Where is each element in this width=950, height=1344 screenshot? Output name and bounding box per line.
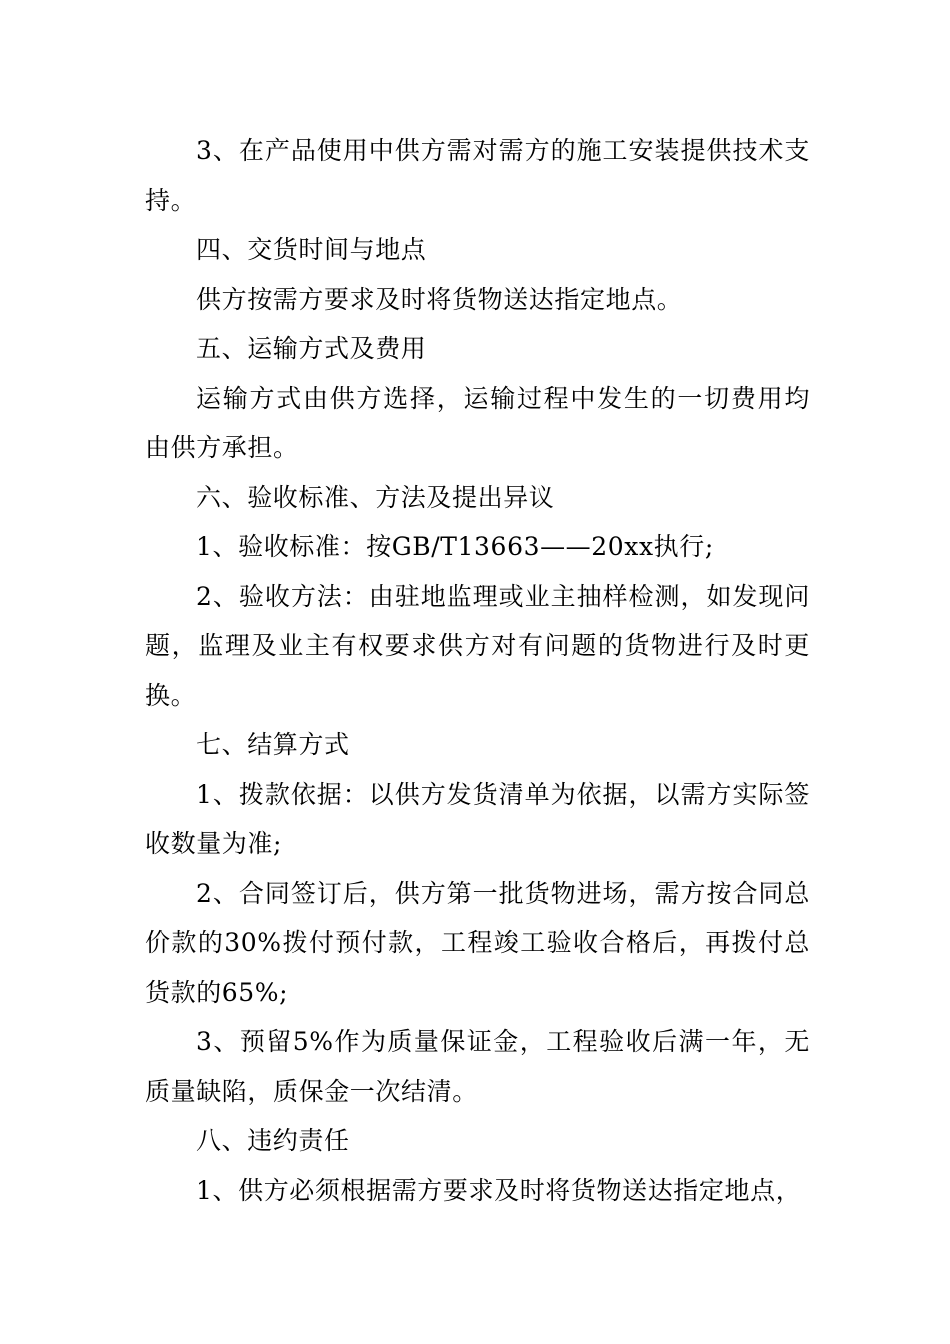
paragraph-liability-delivery: 1、供方必须根据需方要求及时将货物送达指定地点， xyxy=(196,1175,802,1205)
paragraph-acceptance-standard: 1、验收标准：按GB/T13663——20xx执行; xyxy=(196,532,714,561)
heading-transport-cost: 五、运输方式及费用 xyxy=(196,334,427,363)
heading-liability: 八、违约责任 xyxy=(196,1126,350,1155)
paragraph-retention: 3、预留5%作为质量保证金，工程验收后满一年，无质量缺陷，质保金一次结清。 xyxy=(145,1027,810,1106)
heading-acceptance: 六、验收标准、方法及提出异议 xyxy=(196,482,555,512)
paragraph-transport: 运输方式由供方选择，运输过程中发生的一切费用均由供方承担。 xyxy=(145,383,810,462)
paragraph-payment-schedule: 2、合同签订后，供方第一批货物进场，需方按合同总价款的30%拨付预付款，工程竣工验收合格后，再拨付总货款的65%; xyxy=(145,878,810,1007)
paragraph-delivery: 供方按需方要求及时将货物送达指定地点。 xyxy=(196,284,683,314)
paragraph-support-clause: 3、在产品使用中供方需对需方的施工安装提供技术支持。 xyxy=(145,136,810,215)
paragraph-acceptance-method: 2、验收方法：由驻地监理或业主抽样检测，如发现问题，监理及业主有权要求供方对有问题的货物进行及时更换。 xyxy=(145,581,810,710)
heading-delivery-time-place: 四、交货时间与地点 xyxy=(196,235,427,264)
paragraph-payment-basis: 1、拨款依据：以供方发货清单为依据，以需方实际签收数量为准; xyxy=(145,779,810,858)
document-body xyxy=(145,126,810,1215)
heading-settlement: 七、结算方式 xyxy=(196,730,350,759)
